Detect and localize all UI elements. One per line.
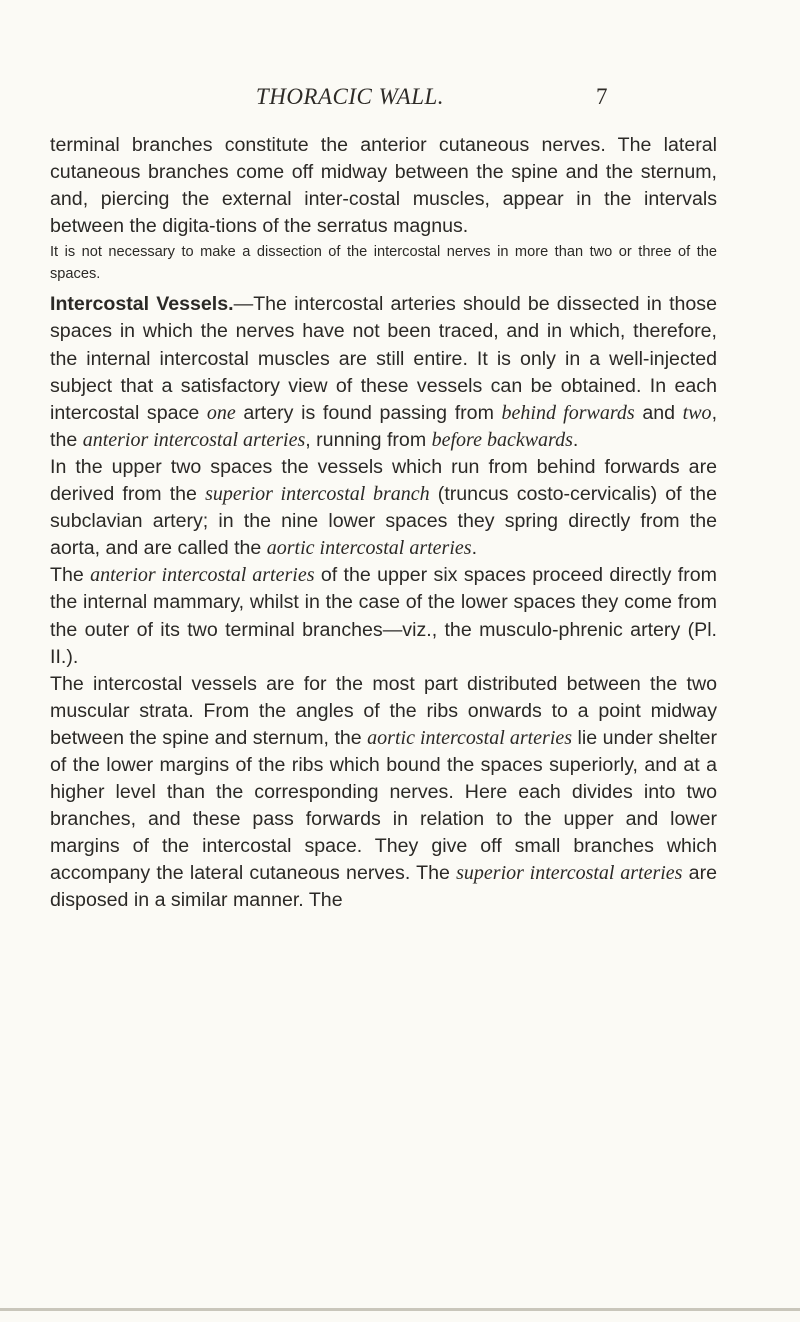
italic-term: superior intercostal arteries (456, 862, 683, 885)
text-run: artery is found passing from (235, 401, 502, 424)
note-dissection: It is not necessary to make a dissection of the intercostal nerves in more than two or three of the spaces. (50, 244, 717, 282)
italic-term: one (206, 401, 236, 424)
italic-term: behind forwards (501, 401, 635, 424)
text-run: —The intercostal arteries should be dissected in those spaces in which the nerves have not been traced, and in which, therefore, the internal intercostal muscles are still entire. It is only in a well-injected subject that a satisfactory view of these vessels can be obtained. In each intercostal space (50, 293, 717, 424)
italic-term: aortic intercostal arteries (367, 726, 573, 749)
scan-edge-divider (0, 1308, 800, 1311)
paragraph-anterior-arteries (50, 562, 717, 670)
italic-term: two (682, 401, 712, 424)
italic-term: anterior intercostal arteries (82, 428, 306, 451)
text-run: , the (50, 401, 718, 451)
text-run: lie under shelter of the lower margins of the ribs which bound the spaces superiorly, and at a higher level than the corresponding nerves. Here each divides into two branches, and these pass forwards in relation to the upper and lower margins of the intercostal space. They give off small branches which accompany the lateral cutaneous nerves. The (50, 726, 718, 885)
running-head: THORACIC WALL. (255, 84, 445, 109)
text-run: are disposed in a similar manner. The (50, 862, 717, 912)
italic-term: anterior intercostal arteries (90, 564, 315, 587)
text-run: In the upper two spaces the vessels which run from behind forwards are derived from the (50, 455, 717, 506)
italic-term: superior intercostal branch (205, 483, 430, 506)
body-text (50, 132, 717, 915)
paragraph-intercostal-vessels (50, 291, 717, 454)
text-run: . (471, 537, 478, 560)
page-number: 7 (596, 84, 608, 109)
text-run: , running from (305, 428, 432, 451)
paragraph-distribution (50, 671, 717, 915)
italic-term: before backwards (431, 428, 573, 451)
text-run: . (572, 428, 579, 451)
text-run: and (634, 401, 683, 424)
page-header (0, 84, 800, 116)
paragraph-lateral-cutaneous: terminal branches constitute the anterior cutaneous nerves. The lateral cutaneous branches come off midway between the spine and the sternum, and, piercing the external inter-costal muscles, appear in the intervals between the digita-tions of the serratus magnus. (50, 134, 717, 238)
text-run: of the upper six spaces proceed directly from the internal mammary, whilst in the case of the lower spaces they come from the outer of its two terminal branches—viz., the musculo-phrenic artery (Pl. II.). (50, 564, 717, 668)
text-run: (truncus costo-cervicalis) of the subclavian artery; in the nine lower spaces they spring directly from the aorta, and are called the (50, 483, 717, 560)
italic-term: aortic intercostal arteries (266, 537, 472, 560)
section-heading-intercostal-vessels: Intercostal Vessels. (50, 293, 234, 316)
paragraph-upper-spaces (50, 454, 717, 562)
text-run: The intercostal vessels are for the most part distributed between the two muscular strata. From the angles of the ribs onwards to a point midway between the spine and sternum, the (50, 672, 717, 749)
text-run: The (50, 564, 91, 587)
